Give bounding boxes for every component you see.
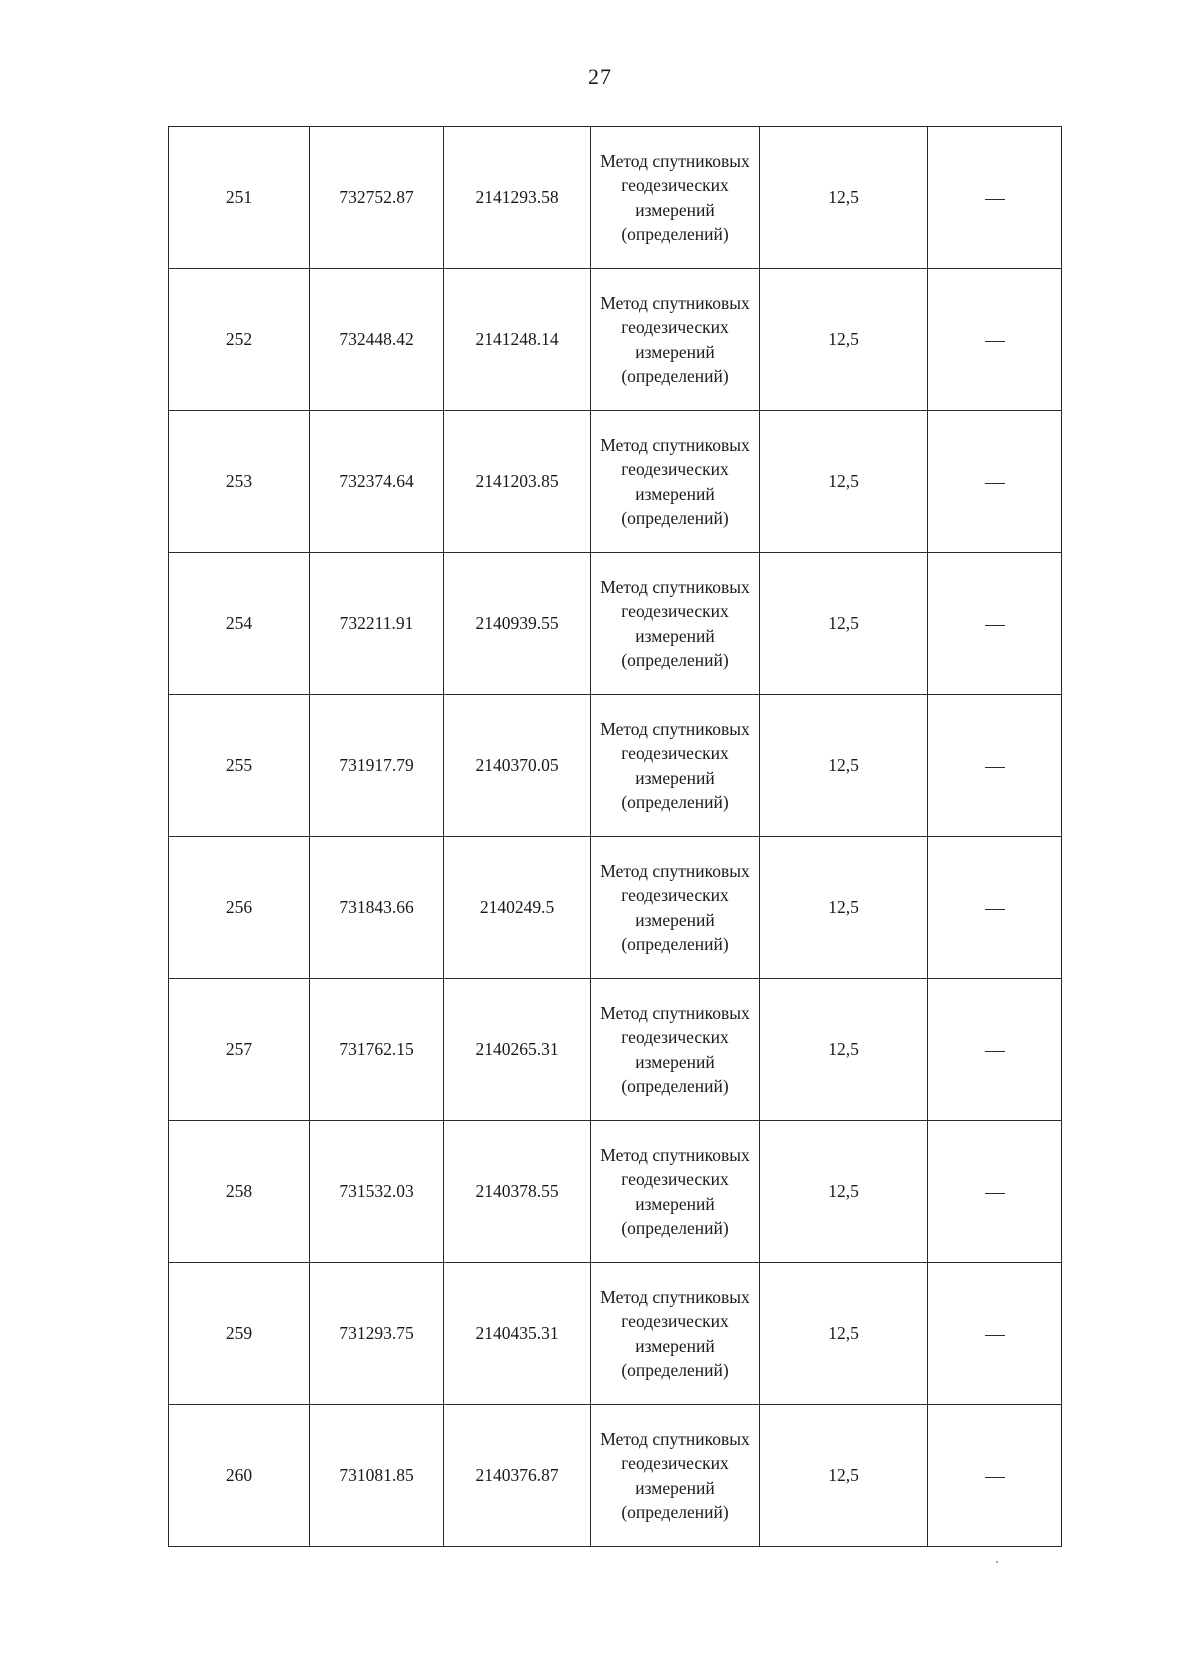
y-coordinate: 2141293.58	[475, 187, 559, 208]
point-number: 260	[225, 1465, 253, 1486]
point-number: 258	[225, 1181, 253, 1202]
method-cell	[591, 695, 760, 837]
method-description: Метод спутниковых геодезических измерений (определений)	[600, 1428, 750, 1522]
accuracy-cell	[760, 837, 928, 979]
accuracy-cell	[760, 695, 928, 837]
accuracy-value: 12,5	[828, 613, 859, 634]
method-cell	[591, 553, 760, 695]
method-cell	[591, 1405, 760, 1547]
table-row	[169, 837, 1062, 979]
y-coordinate-cell	[444, 695, 591, 837]
accuracy-cell	[760, 411, 928, 553]
note-cell	[928, 269, 1062, 411]
coordinates-table	[168, 126, 1062, 1547]
x-coordinate: 731532.03	[339, 1181, 414, 1202]
y-coordinate-cell	[444, 1121, 591, 1263]
note-value	[1005, 1179, 1006, 1180]
x-coordinate: 732752.87	[339, 187, 414, 208]
note-value	[1005, 469, 1006, 470]
y-coordinate-cell	[444, 1405, 591, 1547]
method-description: Метод спутниковых геодезических измерений (определений)	[600, 150, 750, 244]
note-value	[1005, 327, 1006, 328]
x-coordinate: 731762.15	[339, 1039, 414, 1060]
method-description: Метод спутниковых геодезических измерений (определений)	[600, 434, 750, 528]
point-number-cell	[169, 979, 310, 1121]
point-number-cell	[169, 1121, 310, 1263]
note-value	[1005, 1463, 1006, 1464]
table-row	[169, 979, 1062, 1121]
table-row	[169, 269, 1062, 411]
table-row	[169, 1405, 1062, 1547]
y-coordinate: 2140939.55	[475, 613, 559, 634]
table-row	[169, 127, 1062, 269]
method-cell	[591, 1263, 760, 1405]
point-number-cell	[169, 127, 310, 269]
y-coordinate-cell	[444, 553, 591, 695]
dash-mark	[985, 767, 1005, 768]
accuracy-value: 12,5	[828, 1465, 859, 1486]
y-coordinate: 2140370.05	[475, 755, 559, 776]
note-cell	[928, 1121, 1062, 1263]
point-number-cell	[169, 837, 310, 979]
dash-mark	[985, 341, 1005, 342]
x-coordinate: 731917.79	[339, 755, 414, 776]
method-description: Метод спутниковых геодезических измерений (определений)	[600, 718, 750, 812]
note-cell	[928, 1405, 1062, 1547]
point-number: 253	[225, 471, 253, 492]
y-coordinate: 2140249.5	[479, 897, 555, 918]
note-value	[1005, 1321, 1006, 1322]
y-coordinate: 2141248.14	[475, 329, 559, 350]
accuracy-cell	[760, 1263, 928, 1405]
x-coordinate-cell	[310, 1121, 444, 1263]
scan-speck	[996, 1561, 998, 1563]
x-coordinate: 731081.85	[339, 1465, 414, 1486]
dash-mark	[985, 1477, 1005, 1478]
method-description: Метод спутниковых геодезических измерений (определений)	[600, 1286, 750, 1380]
y-coordinate-cell	[444, 979, 591, 1121]
x-coordinate-cell	[310, 411, 444, 553]
accuracy-cell	[760, 553, 928, 695]
note-cell	[928, 127, 1062, 269]
note-cell	[928, 979, 1062, 1121]
x-coordinate: 732211.91	[339, 613, 414, 634]
method-cell	[591, 1121, 760, 1263]
table-row	[169, 411, 1062, 553]
dash-mark	[985, 1335, 1005, 1336]
point-number: 254	[225, 613, 253, 634]
x-coordinate-cell	[310, 269, 444, 411]
note-value	[1005, 611, 1006, 612]
accuracy-cell	[760, 1405, 928, 1547]
method-description: Метод спутниковых геодезических измерений (определений)	[600, 1144, 750, 1238]
point-number: 252	[225, 329, 253, 350]
accuracy-cell	[760, 127, 928, 269]
dash-mark	[985, 1193, 1005, 1194]
x-coordinate-cell	[310, 553, 444, 695]
y-coordinate-cell	[444, 1263, 591, 1405]
method-cell	[591, 269, 760, 411]
point-number: 255	[225, 755, 253, 776]
x-coordinate: 732374.64	[339, 471, 414, 492]
point-number: 257	[225, 1039, 253, 1060]
method-description: Метод спутниковых геодезических измерений (определений)	[600, 292, 750, 386]
point-number-cell	[169, 695, 310, 837]
method-description: Метод спутниковых геодезических измерений (определений)	[600, 1002, 750, 1096]
x-coordinate-cell	[310, 1405, 444, 1547]
accuracy-value: 12,5	[828, 755, 859, 776]
y-coordinate-cell	[444, 269, 591, 411]
note-cell	[928, 411, 1062, 553]
point-number-cell	[169, 1405, 310, 1547]
y-coordinate: 2140265.31	[475, 1039, 559, 1060]
dash-mark	[985, 909, 1005, 910]
page-number: 27	[588, 64, 612, 89]
y-coordinate-cell	[444, 411, 591, 553]
point-number-cell	[169, 553, 310, 695]
method-description: Метод спутниковых геодезических измерений (определений)	[600, 860, 750, 954]
accuracy-value: 12,5	[828, 187, 859, 208]
accuracy-cell	[760, 269, 928, 411]
accuracy-value: 12,5	[828, 897, 859, 918]
method-cell	[591, 979, 760, 1121]
table-row	[169, 695, 1062, 837]
point-number-cell	[169, 411, 310, 553]
table-row	[169, 553, 1062, 695]
accuracy-value: 12,5	[828, 329, 859, 350]
dash-mark	[985, 1051, 1005, 1052]
method-cell	[591, 127, 760, 269]
note-cell	[928, 553, 1062, 695]
accuracy-value: 12,5	[828, 1039, 859, 1060]
dash-mark	[985, 625, 1005, 626]
method-cell	[591, 837, 760, 979]
note-cell	[928, 1263, 1062, 1405]
method-description: Метод спутниковых геодезических измерений (определений)	[600, 576, 750, 670]
coordinates-table-body	[169, 127, 1062, 1547]
x-coordinate: 731293.75	[339, 1323, 414, 1344]
y-coordinate-cell	[444, 127, 591, 269]
dash-mark	[985, 483, 1005, 484]
note-value	[1005, 185, 1006, 186]
table-row	[169, 1263, 1062, 1405]
point-number-cell	[169, 1263, 310, 1405]
accuracy-value: 12,5	[828, 1181, 859, 1202]
x-coordinate-cell	[310, 1263, 444, 1405]
accuracy-value: 12,5	[828, 471, 859, 492]
x-coordinate-cell	[310, 979, 444, 1121]
accuracy-value: 12,5	[828, 1323, 859, 1344]
dash-mark	[985, 199, 1005, 200]
point-number: 251	[225, 187, 253, 208]
note-value	[1005, 1037, 1006, 1038]
y-coordinate: 2141203.85	[475, 471, 559, 492]
y-coordinate-cell	[444, 837, 591, 979]
y-coordinate: 2140378.55	[475, 1181, 559, 1202]
note-cell	[928, 695, 1062, 837]
x-coordinate: 731843.66	[339, 897, 414, 918]
y-coordinate: 2140376.87	[475, 1465, 559, 1486]
note-value	[1005, 895, 1006, 896]
point-number: 256	[225, 897, 253, 918]
table-row	[169, 1121, 1062, 1263]
point-number: 259	[225, 1323, 253, 1344]
method-cell	[591, 411, 760, 553]
note-cell	[928, 837, 1062, 979]
note-value	[1005, 753, 1006, 754]
x-coordinate-cell	[310, 695, 444, 837]
x-coordinate-cell	[310, 837, 444, 979]
point-number-cell	[169, 269, 310, 411]
x-coordinate-cell	[310, 127, 444, 269]
accuracy-cell	[760, 979, 928, 1121]
y-coordinate: 2140435.31	[475, 1323, 559, 1344]
accuracy-cell	[760, 1121, 928, 1263]
x-coordinate: 732448.42	[339, 329, 414, 350]
